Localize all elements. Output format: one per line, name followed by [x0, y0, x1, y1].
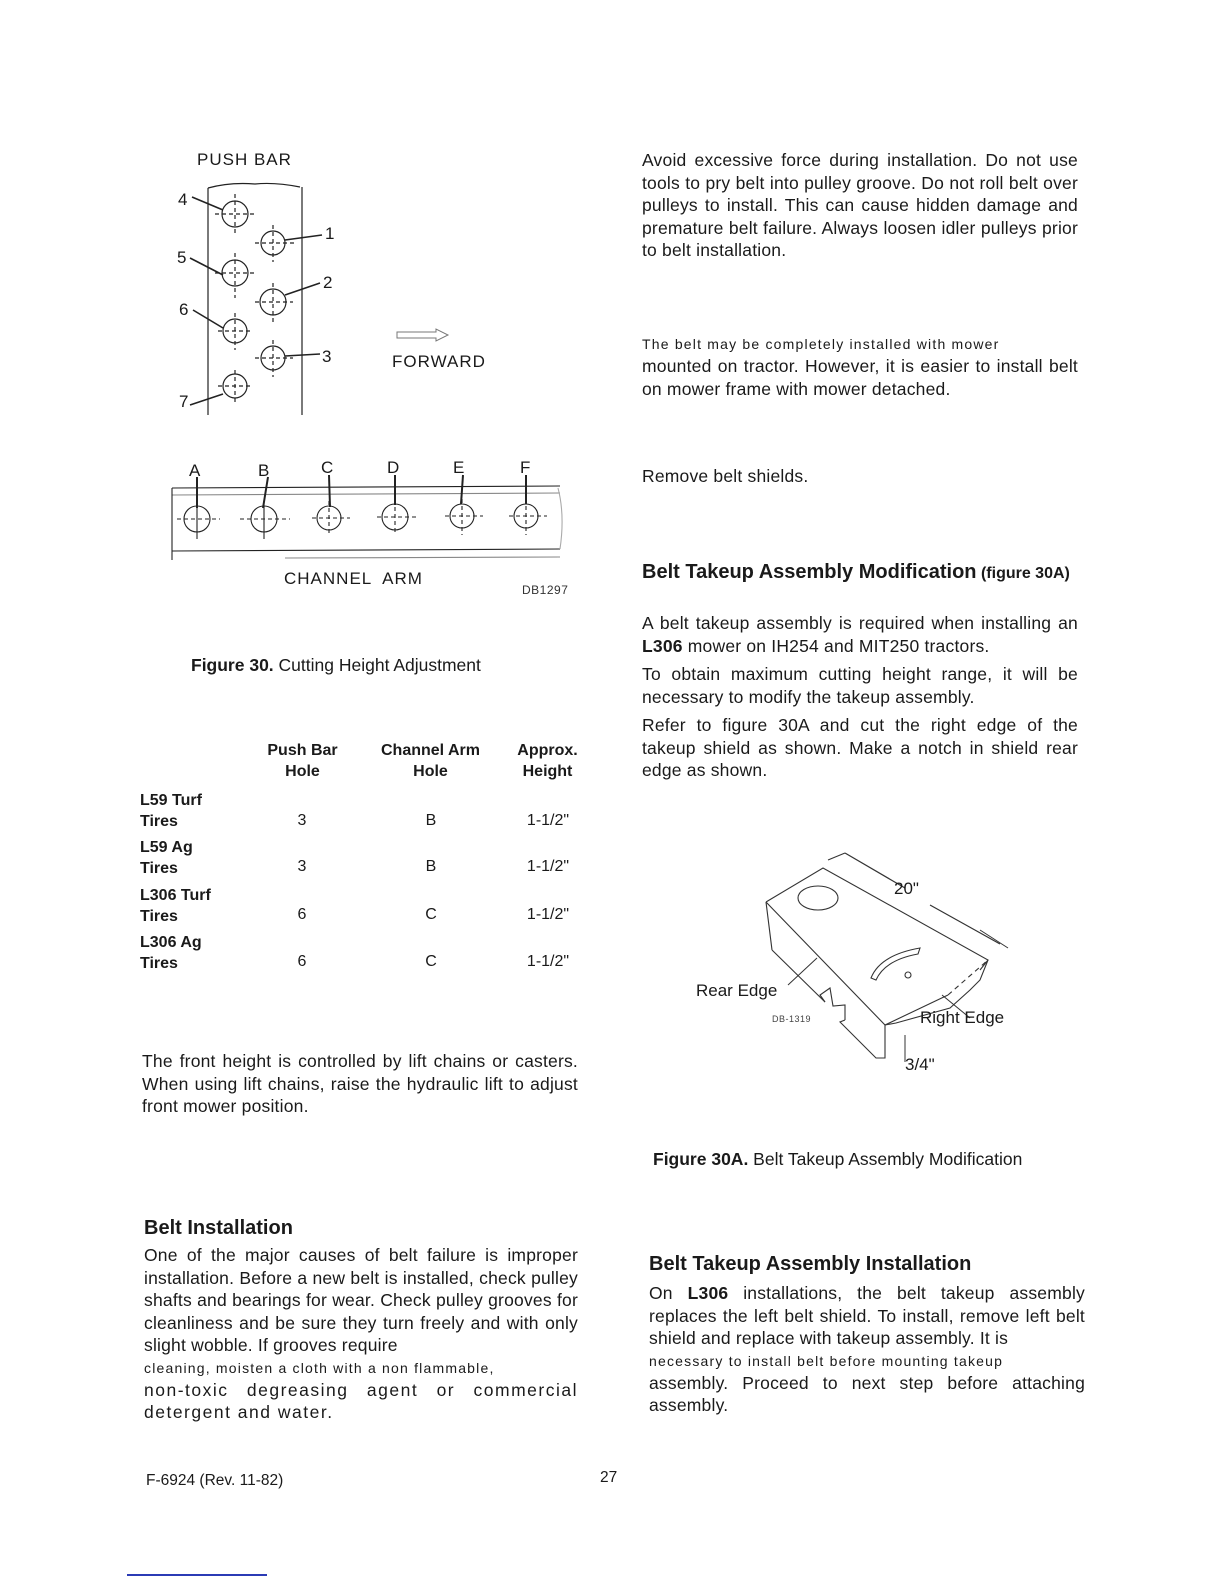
footer-divider: [127, 1574, 267, 1576]
figure30-drawing-id: DB1297: [522, 583, 569, 597]
avoid-force-paragraph: Avoid excessive force during installation. Do not use tools to pry belt into pulley groove. Do not roll belt over pulleys to install. This can cause hidden damage and premature belt failure. Always loosen idler pulleys prior to belt installation.: [642, 150, 1078, 260]
takeup-installation-paragraph: On L306 installations, the belt takeup assembly replaces the left belt shield. To install, remove left belt shield and replace with takeup assembly. It is necessary to install belt before mounting takeup assembly. Proceed to next step before attaching assembly.: [649, 1283, 1085, 1415]
row-label-l306-ag: L306 Ag Tires: [140, 934, 202, 972]
push-bar-hole-1: 1: [325, 224, 336, 243]
rear-edge-label: Rear Edge: [696, 981, 778, 1000]
push-bar-hole-4: 4: [178, 190, 189, 209]
table-cell: 1-1/2": [526, 953, 570, 970]
takeup-mod-p1: A belt takeup assembly is required when installing an L306 mower on IH254 and MIT250 tractors.: [642, 613, 1078, 656]
table-cell: C: [425, 953, 437, 970]
forward-label: FORWARD: [392, 352, 486, 371]
table-cell: 1-1/2": [526, 858, 570, 875]
push-bar-hole-2: 2: [323, 273, 334, 292]
row-label-l59-turf: L59 Turf Tires: [140, 792, 202, 830]
forward-arrow-icon: [396, 328, 456, 344]
takeup-mod-p2: To obtain maximum cutting height range, it will be necessary to modify the takeup assembly.: [642, 664, 1078, 707]
takeup-modification-body: [642, 612, 1078, 782]
figure30a-caption-text: Belt Takeup Assembly Modification: [748, 1149, 1023, 1169]
takeup-shield-diagram: [680, 830, 1060, 1080]
table-cell: 3: [297, 812, 307, 829]
front-height-paragraph: The front height is controlled by lift chains or casters. When using lift chains, raise the hydraulic lift to adjust front mower position.: [142, 1051, 578, 1116]
dimension-three-quarter-inch: 3/4": [905, 1055, 935, 1074]
table-cell: 3: [297, 858, 307, 875]
figure30-caption-text: Cutting Height Adjustment: [273, 655, 481, 675]
mounted-paragraph: The belt may be completely installed with mower mounted on tractor. However, it is easier to install belt on mower frame with mower detached.: [642, 336, 1078, 399]
figure30a-drawing-id: DB-1319: [772, 1014, 812, 1024]
channel-hole-b: B: [258, 461, 271, 480]
channel-arm-diagram: [165, 455, 575, 575]
push-bar-hole-7: 7: [179, 392, 190, 411]
push-bar-hole-3: 3: [322, 347, 333, 366]
table-cell: C: [425, 906, 437, 923]
table-cell: 6: [297, 953, 307, 970]
push-bar-hole-5: 5: [177, 248, 188, 267]
dimension-20-inch: 20": [894, 879, 919, 898]
belt-installation-paragraph: One of the major causes of belt failure is improper installation. Before a new belt is installed, check pulley shafts and bearings for wear. Check pulley grooves for cleanliness and be sure they turn freely and with only slight wobble. If grooves require cleaning, moisten a cloth with a non flammable, non-toxic degreasing agent or commercial detergent and water.: [144, 1245, 578, 1422]
figure30-caption-label: Figure 30.: [191, 655, 274, 675]
figure30a-caption-label: Figure 30A.: [653, 1149, 749, 1169]
figure30-caption: [191, 655, 481, 676]
table-cell: 1-1/2": [526, 812, 570, 829]
takeup-modification-heading: Belt Takeup Assembly Modification (figure 30A): [642, 561, 1070, 583]
channel-hole-c: C: [321, 458, 335, 477]
push-bar-hole-6: 6: [179, 300, 190, 319]
row-label-l59-ag: L59 Ag Tires: [140, 839, 193, 877]
right-edge-label: Right Edge: [920, 1008, 1005, 1027]
row-label-l306-turf: L306 Turf Tires: [140, 887, 211, 925]
figure30a-caption: [653, 1149, 1022, 1170]
header-channel-arm-hole: Channel Arm Hole: [381, 742, 480, 780]
table-cell: B: [425, 812, 437, 829]
push-bar-label: PUSH BAR: [197, 150, 292, 169]
channel-hole-f: F: [520, 458, 532, 477]
channel-arm-label: CHANNEL ARM: [284, 569, 423, 588]
table-cell: 1-1/2": [526, 906, 570, 923]
table-cell: 6: [297, 906, 307, 923]
channel-hole-d: D: [387, 458, 401, 477]
belt-installation-heading: Belt Installation: [144, 1217, 293, 1239]
table-cell: B: [425, 858, 437, 875]
header-approx-height: Approx. Height: [517, 742, 578, 780]
takeup-installation-heading: Belt Takeup Assembly Installation: [649, 1253, 972, 1275]
takeup-mod-p3: Refer to figure 30A and cut the right edge of the takeup shield as shown. Make a notch in shield rear edge as shown.: [642, 715, 1078, 780]
channel-hole-a: A: [189, 461, 202, 480]
header-push-bar-hole: Push Bar Hole: [267, 742, 338, 780]
form-number: F-6924 (Rev. 11-82): [146, 1472, 284, 1489]
channel-hole-e: E: [453, 458, 466, 477]
remove-shields-text: Remove belt shields.: [642, 466, 809, 486]
page-number: 27: [600, 1469, 618, 1486]
